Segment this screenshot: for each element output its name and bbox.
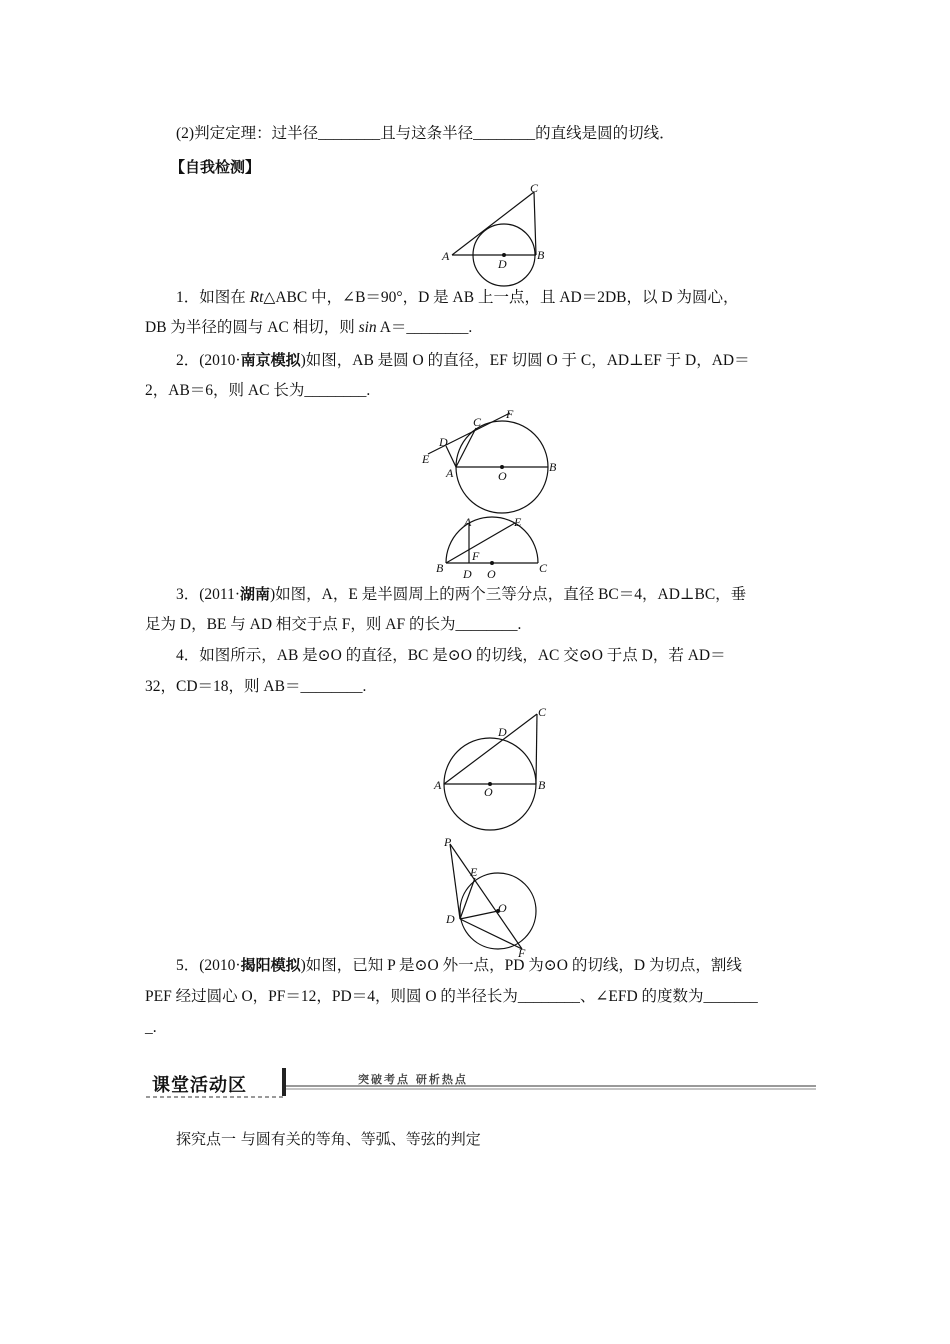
q3-line-1: 3．(2011·湖南)如图，A，E 是半圆周上的两个三等分点，直径 BC＝4，AD⊥BC，垂 <box>176 585 747 603</box>
fig5-label-f: F <box>518 946 526 960</box>
fig3-label-e: E <box>514 515 522 529</box>
fig4-label-o: O <box>484 785 493 799</box>
fig1-label-d: D <box>498 257 507 271</box>
fig3-label-c: C <box>539 561 548 575</box>
fig3-label-b: B <box>436 561 444 575</box>
fig3-label-a: A <box>464 515 472 529</box>
fig2-label-f: F <box>506 407 514 421</box>
q3-line-2: 足为 D，BE 与 AD 相交于点 F，则 AF 的长为________. <box>145 616 522 633</box>
fig5-label-e: E <box>470 865 478 879</box>
figure-5-secant-tangent <box>438 832 548 960</box>
fig4-label-a: A <box>434 778 442 792</box>
fig2-label-c: C <box>473 415 482 429</box>
q1-line-1: 1．如图在 Rt△ABC 中，∠B＝90°，D 是 AB 上一点，且 AD＝2DB，以 D 为圆心， <box>176 289 739 306</box>
fig4-label-d: D <box>498 725 507 739</box>
fig2-label-a: A <box>446 466 454 480</box>
fig3-label-f: F <box>472 549 480 563</box>
fig3-label-o: O <box>487 567 496 581</box>
fig2-label-d: D <box>439 435 448 449</box>
q4-line-2: 32，CD＝18，则 AB＝________. <box>145 678 367 695</box>
fig1-label-b: B <box>537 248 545 262</box>
self-check-heading: 【自我检测】 <box>170 158 261 176</box>
banner-title: 课堂活动区 <box>152 1075 247 1096</box>
fig1-label-a: A <box>442 249 450 263</box>
fig4-label-c: C <box>538 705 547 719</box>
fig5-label-d: D <box>446 912 455 926</box>
section-title: 探究点一 与圆有关的等角、等弧、等弦的判定 <box>176 1130 481 1148</box>
fig2-label-e: E <box>422 452 430 466</box>
intro-paragraph: (2)判定定理：过半径________且与这条半径________的直线是圆的切线． <box>176 125 675 142</box>
q2-line-1: 2．(2010·南京模拟)如图，AB 是圆 O 的直径，EF 切圆 O 于 C，AD⊥EF 于 D，AD＝ <box>176 351 750 369</box>
figure-3-semicircle <box>432 514 552 584</box>
banner-subtitle: 突破考点 研析热点 <box>358 1073 468 1086</box>
fig4-label-b: B <box>538 778 546 792</box>
q5-line-2: PEF 经过圆心 O，PF＝12，PD＝4，则圆 O 的半径长为________、∠EFD 的度数为_______ <box>145 988 758 1005</box>
fig2-label-o: O <box>498 469 507 483</box>
fig2-label-b: B <box>549 460 557 474</box>
q1-line-2: DB 为半径的圆与 AC 相切，则 sin A＝________. <box>145 319 473 336</box>
fig3-label-d: D <box>463 567 472 581</box>
q5-line-3: _. <box>145 1019 157 1036</box>
figure-1-tangent-triangle <box>440 182 550 272</box>
fig5-label-o: O <box>498 901 507 915</box>
fig5-label-p: P <box>444 835 452 849</box>
q5-line-1: 5．(2010·揭阳模拟)如图，已知 P 是⊙O 外一点，PD 为⊙O 的切线，D 为切点，割线 <box>176 956 742 974</box>
figure-4-circle-tangent <box>428 702 558 842</box>
q2-line-2: 2，AB＝6，则 AC 长为________. <box>145 382 371 399</box>
q4-line-1: 4．如图所示，AB 是⊙O 的直径，BC 是⊙O 的切线，AC 交⊙O 于点 D，若 AD＝ <box>176 647 726 664</box>
figure-2-circle-tangent <box>418 406 568 516</box>
section-banner <box>146 1066 816 1100</box>
fig1-label-c: C <box>530 181 539 195</box>
